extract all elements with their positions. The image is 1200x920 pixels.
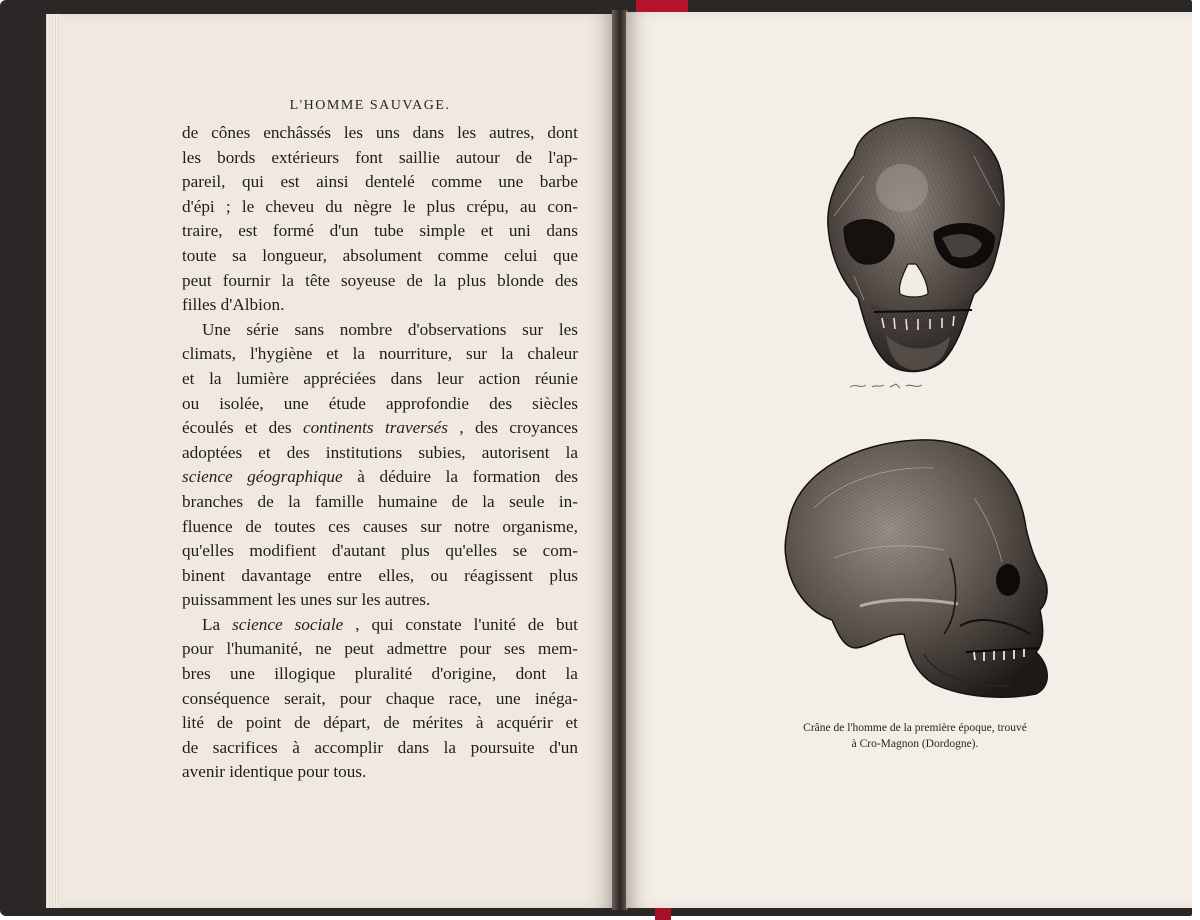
text-line: fluence de toutes ces causes sur notre organisme, xyxy=(182,516,578,536)
text-line: science géographique à déduire la formation des xyxy=(182,467,578,487)
text-line: La science sociale , qui constate l'unité de but xyxy=(202,614,578,634)
skull-frontal-illustration xyxy=(824,116,1006,380)
running-head: L'HOMME SAUVAGE. xyxy=(289,98,451,113)
body-text xyxy=(182,121,578,785)
text-line: conséquence serait, pour chaque race, une inéga- xyxy=(182,688,578,708)
text-line: toute sa longueur, absolument comme celui que xyxy=(182,245,578,265)
text-line: climats, l'hygiène et la nourriture, sur la chaleur xyxy=(182,344,578,364)
text-line: Une série sans nombre d'observations sur les xyxy=(202,319,578,339)
bookmark-ribbon-end xyxy=(655,906,671,920)
text-line: ou isolée, une étude approfondie des siècles xyxy=(182,393,578,413)
text-line: écoulés et des continents traversés , des croyances xyxy=(182,418,578,438)
text-line: bres une illogique pluralité d'origine, dont la xyxy=(182,664,578,684)
text-line: filles d'Albion. xyxy=(182,295,285,315)
text-line: peut fournir la tête soyeuse de la plus blonde des xyxy=(182,270,578,290)
text-line: adoptées et des institutions subies, autorisent la xyxy=(182,442,578,462)
text-line: qu'elles modifient d'autant plus qu'elles se com- xyxy=(182,541,578,561)
text-line: de cônes enchâssés les uns dans les autres, dont xyxy=(182,123,578,142)
text-line: lité de point de départ, de mérites à acquérir et xyxy=(182,713,578,733)
text-line: d'épi ; le cheveu du nègre le plus crépu, au con- xyxy=(182,196,578,216)
bookmark-ribbon xyxy=(636,0,688,12)
text-line: de sacrifices à accomplir dans la poursuite d'un xyxy=(182,737,578,757)
caption-line: à Cro-Magnon (Dordogne). xyxy=(851,738,979,750)
text-line: branches de la famille humaine de la seule in- xyxy=(182,491,578,511)
text-line: traire, est formé d'un tube simple et uni dans xyxy=(182,221,578,241)
caption-line: Crâne de l'homme de la première époque, trouvé xyxy=(803,722,1027,734)
text-line: pour l'humanité, ne peut admettre pour ses mem- xyxy=(182,639,578,659)
skull-profile-illustration xyxy=(774,438,1056,700)
figure-caption xyxy=(770,720,1060,752)
text-line: avenir identique pour tous. xyxy=(182,762,367,782)
text-line: et la lumière appréciées dans leur action réunie xyxy=(182,368,578,388)
text-line: pareil, qui est ainsi dentelé comme une barbe xyxy=(182,172,578,192)
text-line: binent davantage entre elles, ou réagissent plus xyxy=(182,565,578,585)
text-line: puissamment les unes sur les autres. xyxy=(182,590,431,610)
text-line: les bords extérieurs font saillie autour de l'ap- xyxy=(182,147,578,167)
engraver-signature xyxy=(848,381,928,391)
